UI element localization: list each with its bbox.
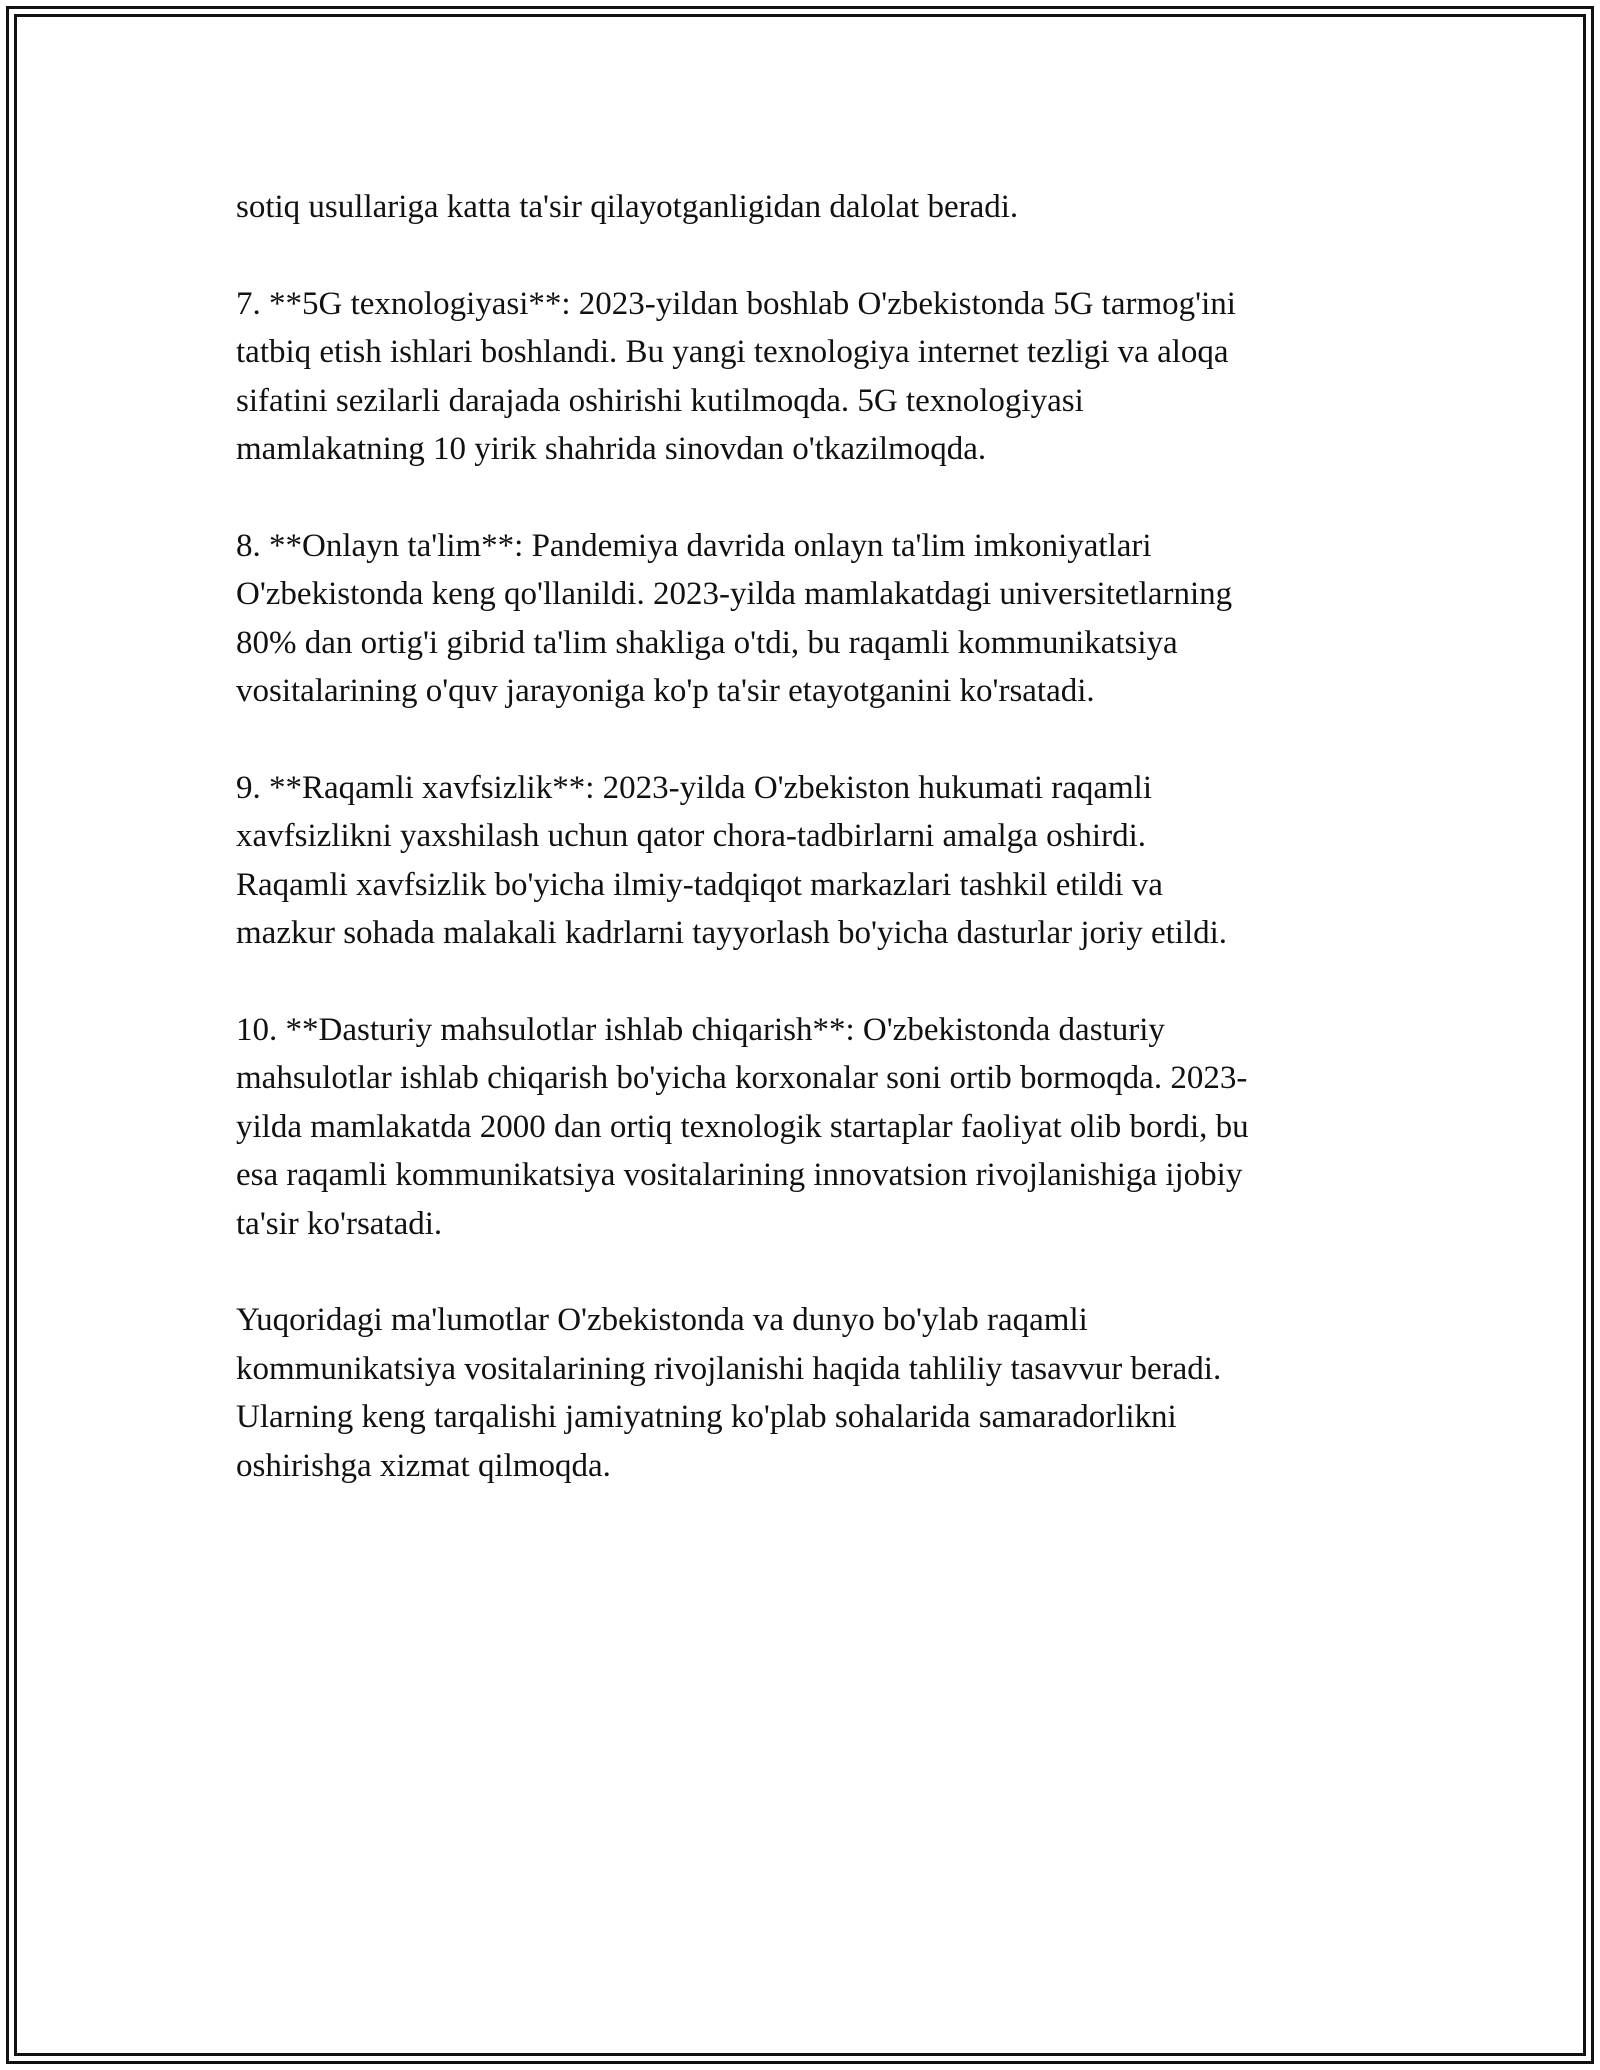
paragraph-continuation: sotiq usullariga katta ta'sir qilayotganligidan dalolat beradi.	[236, 189, 1019, 225]
paragraph-item-10-software-production: 10. **Dasturiy mahsulotlar ishlab chiqarish**: O'zbekistonda dasturiy mahsulotlar ishlab chiqarish bo'yicha korxonalar soni ortib bormoqda. 2023- yilda mamlakatda 2000 dan ortiq texnologik startaplar faoliyat olib bordi, bu esa raqamli kommunikatsiya vositalarining innovatsion rivojlanishiga ijobiy ta'sir ko'rsatadi.	[236, 1011, 1249, 1242]
paragraph-item-9-digital-security: 9. **Raqamli xavfsizlik**: 2023-yilda O'zbekiston hukumati raqamli xavfsizlikni yaxshilash uchun qator chora-tadbirlarni amalga oshirdi. Raqamli xavfsizlik bo'yicha ilmiy-tadqiqot markazlari tashkil etildi va mazkur sohada malakali kadrlarni tayyorlash bo'yicha dasturlar joriy etildi.	[236, 769, 1228, 951]
document-body	[236, 183, 1366, 1538]
paragraph-item-7-5g: 7. **5G texnologiyasi**: 2023-yildan boshlab O'zbekistonda 5G tarmog'ini tatbiq etish ishlari boshlandi. Bu yangi texnologiya internet tezligi va aloqa sifatini sezilarli darajada oshirishi kutilmoqda. 5G texnologiyasi mamlakatning 10 yirik shahrida sinovdan o'tkazilmoqda.	[236, 285, 1236, 467]
paragraph-item-8-online-education: 8. **Onlayn ta'lim**: Pandemiya davrida onlayn ta'lim imkoniyatlari O'zbekistonda keng qo'llanildi. 2023-yilda mamlakatdagi universitetlarning 80% dan ortig'i gibrid ta'lim shakliga o'tdi, bu raqamli kommunikatsiya vositalarining o'quv jarayoniga ko'p ta'sir etayotganini ko'rsatadi.	[236, 527, 1233, 709]
paragraph-conclusion: Yuqoridagi ma'lumotlar O'zbekistonda va dunyo bo'ylab raqamli kommunikatsiya vositalarining rivojlanishi haqida tahliliy tasavvur beradi. Ularning keng tarqalishi jamiyatning ko'plab sohalarida samaradorlikni oshirishga xizmat qilmoqda.	[236, 1302, 1222, 1484]
